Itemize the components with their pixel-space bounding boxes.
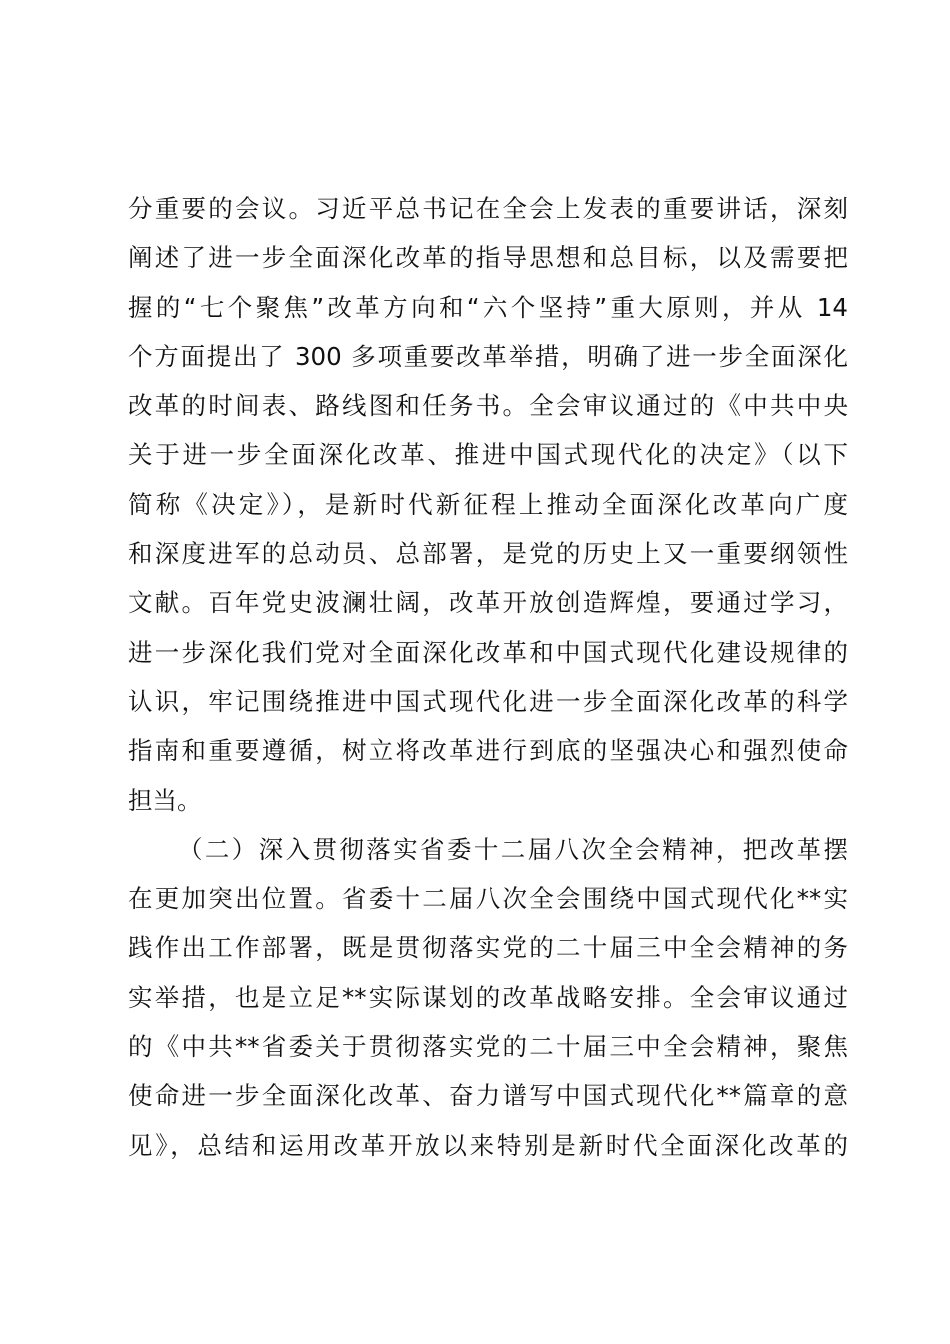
text-line: 分重要的会议。习近平总书记在全会上发表的重要讲话，深刻 [128,194,848,223]
section-heading-line: （二）深入贯彻落实省委十二届八次全会精神，把改革摆 [178,834,848,864]
text-line: 改革的时间表、路线图和任务书。全会审议通过的《中共中央 [128,391,848,421]
text-line: 指南和重要遵循，树立将改革进行到底的坚强决心和强烈使命 [128,736,848,766]
text-line: 实举措，也是立足**实际谋划的改革战略安排。全会审议通过 [128,982,848,1012]
text-line: 在更加突出位置。省委十二届八次全会围绕中国式现代化**实 [128,884,848,914]
text-line: 担当。 [128,785,202,815]
text-line: 阐述了进一步全面深化改革的指导思想和总目标，以及需要把 [128,243,848,273]
body-text [128,184,848,1170]
text-line: 见》，总结和运用改革开放以来特别是新时代全面深化改革的 [128,1130,848,1160]
text-line: 使命进一步全面深化改革、奋力谱写中国式现代化**篇章的意 [128,1081,848,1111]
text-line: 关于进一步全面深化改革、推进中国式现代化的决定》（以下 [128,440,848,470]
text-line: 握的“七个聚焦”改革方向和“六个坚持”重大原则，并从 14 [128,292,848,322]
text-line: 和深度进军的总动员、总部署，是党的历史上又一重要纲领性 [128,539,848,569]
text-line: 践作出工作部署，既是贯彻落实党的二十届三中全会精神的务 [128,933,848,963]
text-line: 个方面提出了 300 多项重要改革举措，明确了进一步全面深化 [128,341,848,371]
text-line: 文献。百年党史波澜壮阔，改革开放创造辉煌，要通过学习， [128,588,848,618]
text-line: 进一步深化我们党对全面深化改革和中国式现代化建设规律的 [128,637,848,667]
text-line: 简称《决定》），是新时代新征程上推动全面深化改革向广度 [128,489,848,519]
text-line: 认识，牢记围绕推进中国式现代化进一步全面深化改革的科学 [128,686,848,716]
text-line: 的《中共**省委关于贯彻落实党的二十届三中全会精神，聚焦 [128,1032,848,1062]
